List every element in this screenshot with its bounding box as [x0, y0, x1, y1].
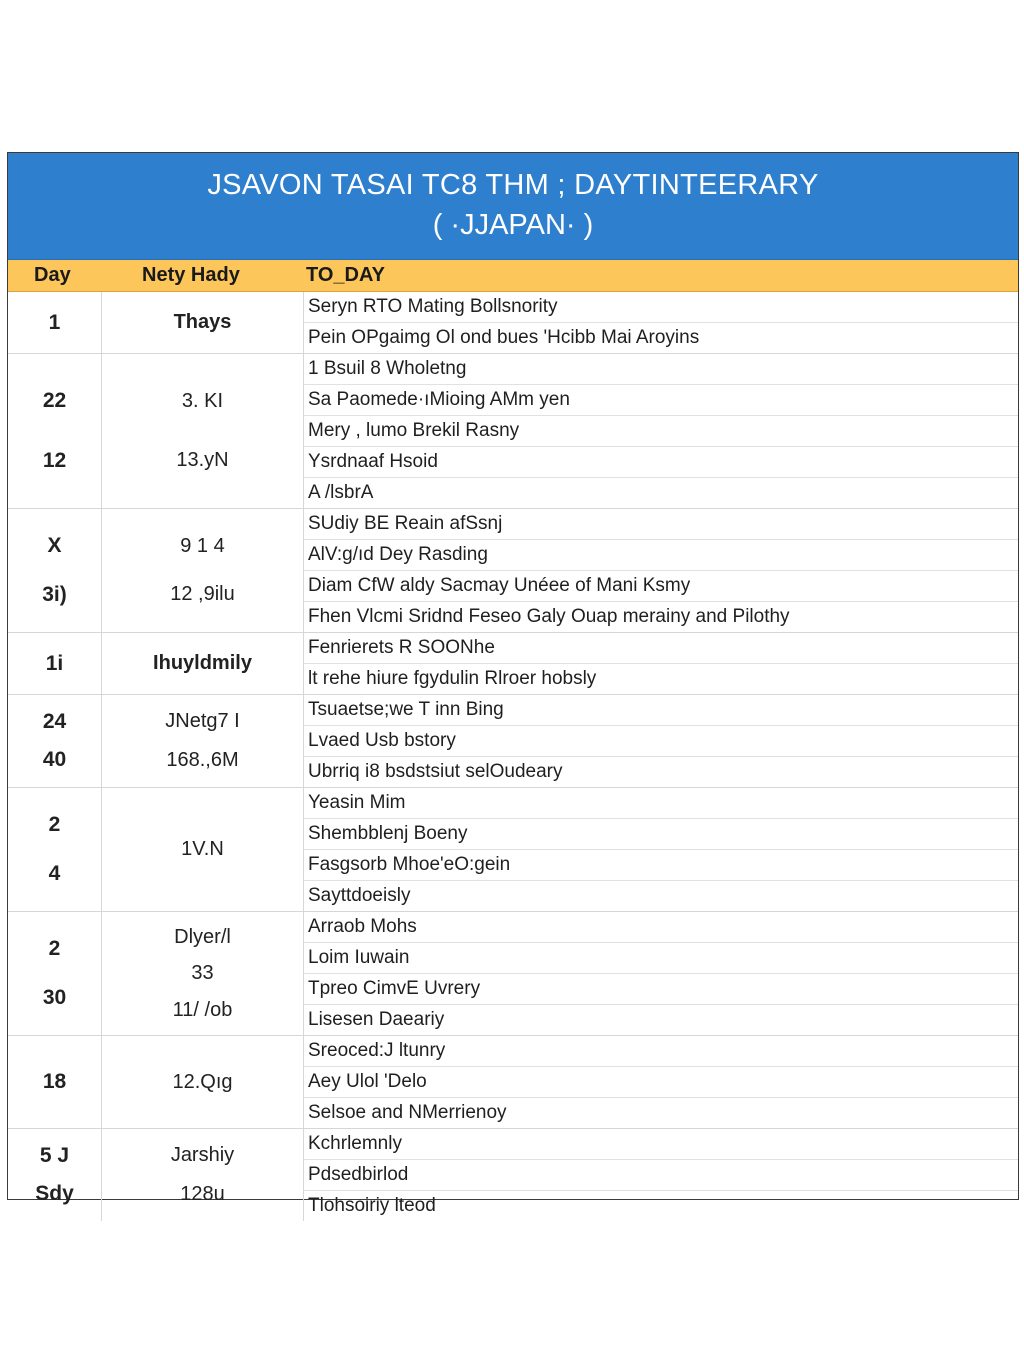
day-group — [8, 633, 1018, 695]
day-number: 1 — [48, 310, 61, 334]
detail-text: 13.yN — [176, 449, 229, 471]
itinerary-body — [8, 292, 1018, 1221]
activity-list — [304, 633, 1018, 694]
day-number: 2 — [48, 813, 61, 836]
day-cell — [8, 912, 102, 1035]
activity-row: Kchrlemnly — [304, 1129, 1018, 1160]
activity-row: Aey Ulol 'Delo — [304, 1067, 1018, 1098]
activity-row: Fhen Vlcmi Sridnd Feseo Galy Ouap merainy and Pilothy — [308, 606, 790, 627]
activity-row: Arraob Mohs — [304, 912, 1018, 943]
detail-text: 128u — [180, 1182, 225, 1205]
detail-text: 168.,6M — [166, 748, 239, 771]
detail-cell — [102, 354, 304, 508]
activity-row: Tsuaetse;we T inn Bing — [304, 695, 1018, 726]
day-group — [8, 788, 1018, 912]
activity-row: Diam CfW aldy Sacmay Unéee of Mani Ksmy — [304, 571, 1018, 602]
day-number: 1i — [45, 651, 64, 675]
detail-text: 1V.N — [181, 838, 224, 860]
detail-text: Jarshiy — [170, 1144, 235, 1167]
activity-row: Tlohsoiriy lteod — [308, 1195, 436, 1216]
day-group — [8, 509, 1018, 633]
day-number: X — [47, 534, 62, 557]
detail-cell — [102, 1036, 304, 1128]
day-number: 24 — [42, 709, 67, 733]
detail-text: Ihuyldmily — [153, 652, 252, 674]
activity-row: Sayttdoeisly — [308, 885, 411, 906]
activity-row: Ysrdnaaf Hsoid — [304, 447, 1018, 478]
header-day: Day — [34, 264, 71, 286]
day-group — [8, 354, 1018, 509]
activity-row: Ubrriq i8 bsdstsiut selOudeary — [308, 761, 563, 782]
title-main: JSAVON TASAI TC8 THM ; DAYTINTEERARY — [207, 169, 819, 202]
detail-text: 33 — [191, 962, 214, 984]
activity-list — [304, 912, 1018, 1035]
activity-list — [304, 509, 1018, 632]
day-number: 22 — [42, 389, 67, 413]
activity-row: Lvaed Usb bstory — [304, 726, 1018, 757]
day-number: 18 — [42, 1070, 67, 1093]
activity-row: Sa Paomede·ıMioing AMm yen — [304, 385, 1018, 416]
day-cell — [8, 292, 102, 353]
activity-row: Selsoe and NMerrienoy — [308, 1102, 507, 1123]
detail-cell — [102, 695, 304, 787]
day-group — [8, 1129, 1018, 1221]
detail-cell — [102, 788, 304, 911]
activity-row: Lisesen Daeariy — [308, 1009, 445, 1030]
activity-row: SUdiy BE Reain afSsnj — [304, 509, 1018, 540]
header-mid: Nety Hady — [142, 264, 240, 286]
activity-row: Pdsedbirlod — [304, 1160, 1018, 1191]
day-group — [8, 1036, 1018, 1129]
day-cell — [8, 354, 102, 508]
detail-text: 3. KI — [181, 390, 224, 412]
activity-list — [304, 1036, 1018, 1128]
day-group — [8, 292, 1018, 354]
activity-row: Yeasin Mim — [304, 788, 1018, 819]
detail-text: 9 1 4 — [180, 534, 225, 557]
day-number: 3i) — [42, 583, 67, 606]
activity-list — [304, 292, 1018, 353]
table-header — [8, 260, 1018, 292]
activity-row: Shembblenj Boeny — [304, 819, 1018, 850]
detail-cell — [102, 912, 304, 1035]
detail-cell — [102, 1129, 304, 1221]
detail-cell — [102, 509, 304, 632]
activity-list — [304, 1129, 1018, 1221]
activity-row: Sreoced:J ltunry — [304, 1036, 1018, 1067]
detail-text: 11/ /ob — [172, 998, 233, 1021]
activity-row: A /lsbrA — [308, 482, 374, 503]
title-sub: ( ·JJAPAN· ) — [432, 209, 594, 241]
activity-list — [304, 788, 1018, 911]
detail-cell — [102, 633, 304, 694]
day-group — [8, 912, 1018, 1036]
activity-row: Pein OPgaimg Ol ond bues 'Hcibb Mai Aroyins — [308, 327, 700, 348]
activity-row: Tpreo CimvE Uvrery — [304, 974, 1018, 1005]
activity-row: Seryn RTO Mating Bollsnority — [304, 292, 1018, 323]
activity-row: Fenrierets R SOONhe — [304, 633, 1018, 664]
activity-row: 1 Bsuil 8 Wholetng — [304, 354, 1018, 385]
detail-cell — [102, 292, 304, 353]
day-cell — [8, 695, 102, 787]
activity-row: Fasgsorb Mhoe'eO:gein — [304, 850, 1018, 881]
itinerary-sheet — [7, 152, 1019, 1216]
day-number: 40 — [42, 748, 67, 772]
activity-row: lt rehe hiure fgydulin Rlroer hobsly — [308, 668, 597, 689]
day-number: 2 — [48, 937, 61, 960]
detail-text: 12 ,9ilu — [170, 583, 235, 606]
day-number: 5 J — [39, 1143, 70, 1167]
detail-text: JNetg7 I — [165, 710, 240, 733]
activity-row: AlV:g/ıd Dey Rasding — [304, 540, 1018, 571]
detail-text: Dlyer/l — [174, 925, 231, 948]
day-cell — [8, 1036, 102, 1128]
day-number: Sdy — [35, 1182, 74, 1206]
day-cell — [8, 633, 102, 694]
day-group — [8, 695, 1018, 788]
day-cell — [8, 788, 102, 911]
detail-text: Thays — [173, 311, 232, 333]
detail-text: 12.Qıg — [172, 1070, 233, 1093]
day-number: 12 — [42, 448, 67, 472]
day-cell — [8, 509, 102, 632]
day-cell — [8, 1129, 102, 1221]
activity-row: Loim Iuwain — [304, 943, 1018, 974]
day-number: 30 — [42, 986, 67, 1009]
activity-row: Mery , lumo Brekil Rasny — [304, 416, 1018, 447]
activity-list — [304, 695, 1018, 787]
title-band — [8, 153, 1018, 260]
activity-list — [304, 354, 1018, 508]
day-number: 4 — [48, 862, 61, 885]
header-activity: TO_DAY — [306, 264, 385, 286]
